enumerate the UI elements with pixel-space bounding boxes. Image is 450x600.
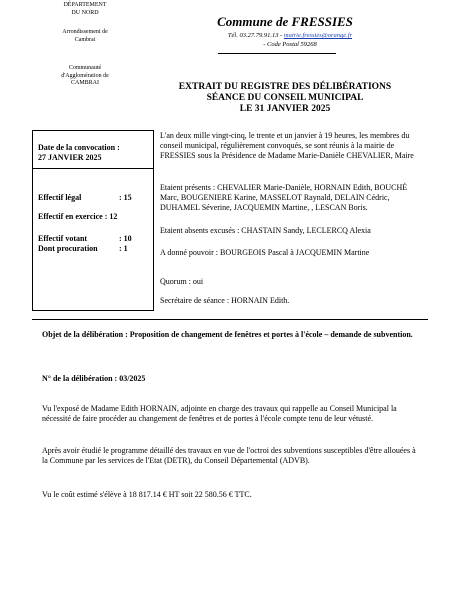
extrait-line-2: SÉANCE DU CONSEIL MUNICIPAL bbox=[206, 93, 364, 103]
extrait-line-3: LE 31 JANVIER 2025 bbox=[239, 104, 331, 114]
absents-list: Etaient absents excusés : CHASTAIN Sandy, LECLERCQ Alexia bbox=[160, 226, 371, 235]
contact-line-1 bbox=[190, 31, 390, 40]
code-postal: - Code Postal 59268 bbox=[263, 41, 317, 48]
arrondissement-line-1: Arrondissement de bbox=[62, 29, 108, 35]
convocation-label: Date de la convocation : bbox=[38, 143, 120, 152]
header-divider bbox=[218, 53, 336, 54]
effectif-legal-label: Effectif légal bbox=[38, 193, 82, 202]
pouvoir: A donné pouvoir : BOURGEOIS Pascal à JACQUEMIN Martine bbox=[160, 248, 370, 257]
communaute-line-3: CAMBRAI bbox=[70, 80, 99, 86]
paragraph-cout: Vu le coût estimé s'élève à 18 817.14 € HT soit 22 580.56 € TTC. bbox=[42, 490, 252, 499]
secretaire-seance: Secrétaire de séance : HORNAIN Edith. bbox=[160, 296, 290, 305]
departement-block bbox=[30, 2, 140, 17]
quorum: Quorum : oui bbox=[160, 277, 204, 286]
procuration-value: : 1 bbox=[119, 244, 128, 253]
convocation-value: 27 JANVIER 2025 bbox=[38, 153, 102, 162]
objet-deliberation: Objet de la délibération : Proposition de changement de fenêtres et portes à l'école – demande de subvention. bbox=[42, 330, 413, 339]
extrait-title bbox=[150, 82, 420, 115]
arrondissement-block bbox=[30, 29, 140, 44]
telephone: Tél. 03.27.79.91.13 bbox=[227, 32, 279, 39]
procuration-label: Dont procuration bbox=[38, 244, 98, 253]
communaute-line-2: d'Agglomération de bbox=[61, 72, 109, 79]
contact-separator: - bbox=[278, 32, 284, 39]
seance-intro: L'an deux mille vingt-cinq, le trente et un janvier à 19 heures, les membres du conseil municipal, régulièrement convoqués, se sont réunis à la mairie de FRESSIES sous la Présidence de Madame Marie-Danièle CHEVALIER, Maire bbox=[160, 131, 414, 160]
commune-title: Commune de FRESSIES bbox=[217, 14, 353, 29]
email-link[interactable]: mairie.fressies@orange.fr bbox=[283, 32, 353, 39]
communaute-line-1: Communauté bbox=[68, 65, 102, 71]
communaute-block bbox=[30, 65, 140, 88]
presents-list: Etaient présents : CHEVALIER Marie-Danièle, HORNAIN Edith, BOUCHÉ Marc, BOUGENIERE Karine, MASSELOT Raynald, DELAIN Cédric, DUHAMEL Séverine, JACQUEMIN Martine, , LESCAN Boris. bbox=[160, 183, 408, 212]
info-box bbox=[32, 130, 154, 311]
paragraph-programme: Après avoir étudié le programme détaillé des travaux en vue de l'octroi des subventions susceptibles d'être allouées à la Commune par les services de l'Etat (DETR), du Conseil Départemental (ADVB). bbox=[42, 446, 416, 465]
contact-block bbox=[190, 31, 390, 49]
effectif-votant-value: : 10 bbox=[119, 234, 132, 243]
effectif-votant-label: Effectif votant bbox=[38, 234, 88, 243]
info-box-divider bbox=[32, 168, 154, 169]
arrondissement-line-2: Cambrai bbox=[74, 36, 96, 43]
numero-deliberation: N° de la délibération : 03/2025 bbox=[42, 374, 146, 383]
effectif-exercice: Effectif en exercice : 12 bbox=[38, 212, 118, 221]
section-divider bbox=[32, 319, 428, 320]
paragraph-expose: Vu l'exposé de Madame Edith HORNAIN, adjointe en charge des travaux qui rappelle au Conseil Municipal la nécessité de faire procéder au changement de fenêtres et de portes à l'école compte tenu de leur vétusté. bbox=[42, 404, 397, 423]
effectif-legal-value: : 15 bbox=[119, 193, 132, 202]
departement-line-1: DÉPARTEMENT bbox=[63, 2, 107, 8]
extrait-line-1: EXTRAIT DU REGISTRE DES DÉLIBÉRATIONS bbox=[178, 82, 392, 92]
departement-line-2: DU NORD bbox=[71, 9, 99, 16]
